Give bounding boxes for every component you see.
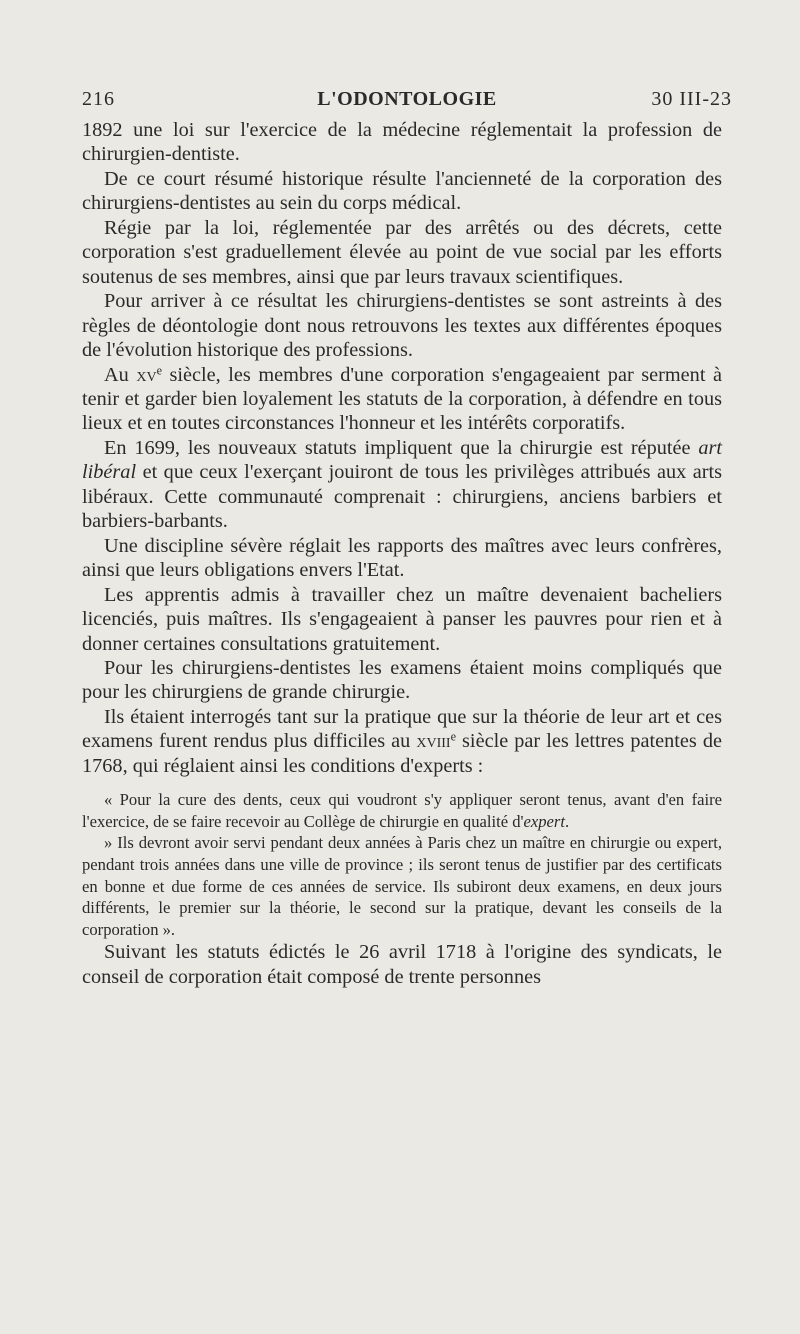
paragraph-2: De ce court résumé historique résulte l'ancienneté de la corporation des chirurgiens-dentistes au sein du corps médical.: [82, 167, 722, 215]
paragraph-5: Au $xv^e$ siècle, les membres d'une corporation s'engageaient par serment à tenir et garder bien loyalement les statuts de la corporation, à défendre en tous lieux et en toutes circonstances l'honneur et les intérêts corporatifs.: [82, 362, 722, 435]
century-numeral: xv: [136, 363, 157, 386]
running-header: [82, 84, 732, 114]
block-quote: [82, 789, 722, 940]
paragraph-10: Ils étaient interrogés tant sur la pratique que sur la théorie de leur art et ces examens furent rendus plus difficiles au xviii$^e$ siècle par les lettres patentes de 1768, qui réglaient ainsi les conditions d'experts :: [82, 705, 722, 777]
page-number: 216: [82, 88, 115, 110]
paragraph-6: En 1699, les nouveaux statuts impliquent que la chirurgie est réputée art libéral et que ceux l'exerçant jouiront de tous les privilèges attribués aux arts libéraux. Cette communauté comprenait : chirurgiens, anciens barbiers et barbiers-barbants.: [82, 436, 722, 533]
running-title: L'ODONTOLOGIE: [317, 88, 497, 110]
issue-date: 30 III-23: [651, 88, 732, 110]
century-numeral: xviii: [416, 730, 451, 753]
paragraph-9: Pour les chirurgiens-dentistes les examens étaient moins compliqués que pour les chirurgiens de grande chirurgie.: [82, 656, 722, 704]
italic-term: art libéral: [82, 436, 722, 484]
paragraph-8: Les apprentis admis à travailler chez un maître devenaient bacheliers licenciés, puis maîtres. Ils s'engageaient à panser les pauvres pour rien et à donner certaines consultations gratuitement.: [82, 583, 722, 655]
paragraph-1: 1892 une loi sur l'exercice de la médecine réglementait la profession de chirurgien-dentiste.: [82, 119, 722, 166]
italic-term: expert: [523, 811, 565, 831]
closing-paragraph: Suivant les statuts édictés le 26 avril 1718 à l'origine des syndicats, le conseil de corporation était composé de trente personnes: [82, 941, 722, 988]
paragraph-4: Pour arriver à ce résultat les chirurgiens-dentistes se sont astreints à des règles de déontologie dont nous retrouvons les textes aux différentes époques de l'évolution historique des professions.: [82, 290, 722, 362]
quote-paragraph-2: » Ils devront avoir servi pendant deux années à Paris chez un maître en chirurgie ou expert, pendant trois années dans une ville de province ; ils seront tenus de justifier par des certificats en bonne et due forme de ces années de service. Ils subiront deux examens, en deux jours différents, le premier sur la théorie, le second sur la pratique, devant les conseils de la corporation ».: [82, 833, 722, 939]
quote-paragraph-1: « Pour la cure des dents, ceux qui voudront s'y appliquer seront tenus, avant d'en faire l'exercice, de se faire recevoir au Collège de chirurgie en qualité d'expert.: [82, 790, 722, 831]
paragraph-3: Régie par la loi, réglementée par des arrêtés ou des décrets, cette corporation s'est graduellement élevée au point de vue social par les efforts soutenus de ses membres, ainsi que par leurs travaux scientifiques.: [82, 216, 722, 288]
main-text: [82, 118, 722, 989]
paragraph-7: Une discipline sévère réglait les rapports des maîtres avec leurs confrères, ainsi que leurs obligations envers l'Etat.: [82, 534, 722, 582]
